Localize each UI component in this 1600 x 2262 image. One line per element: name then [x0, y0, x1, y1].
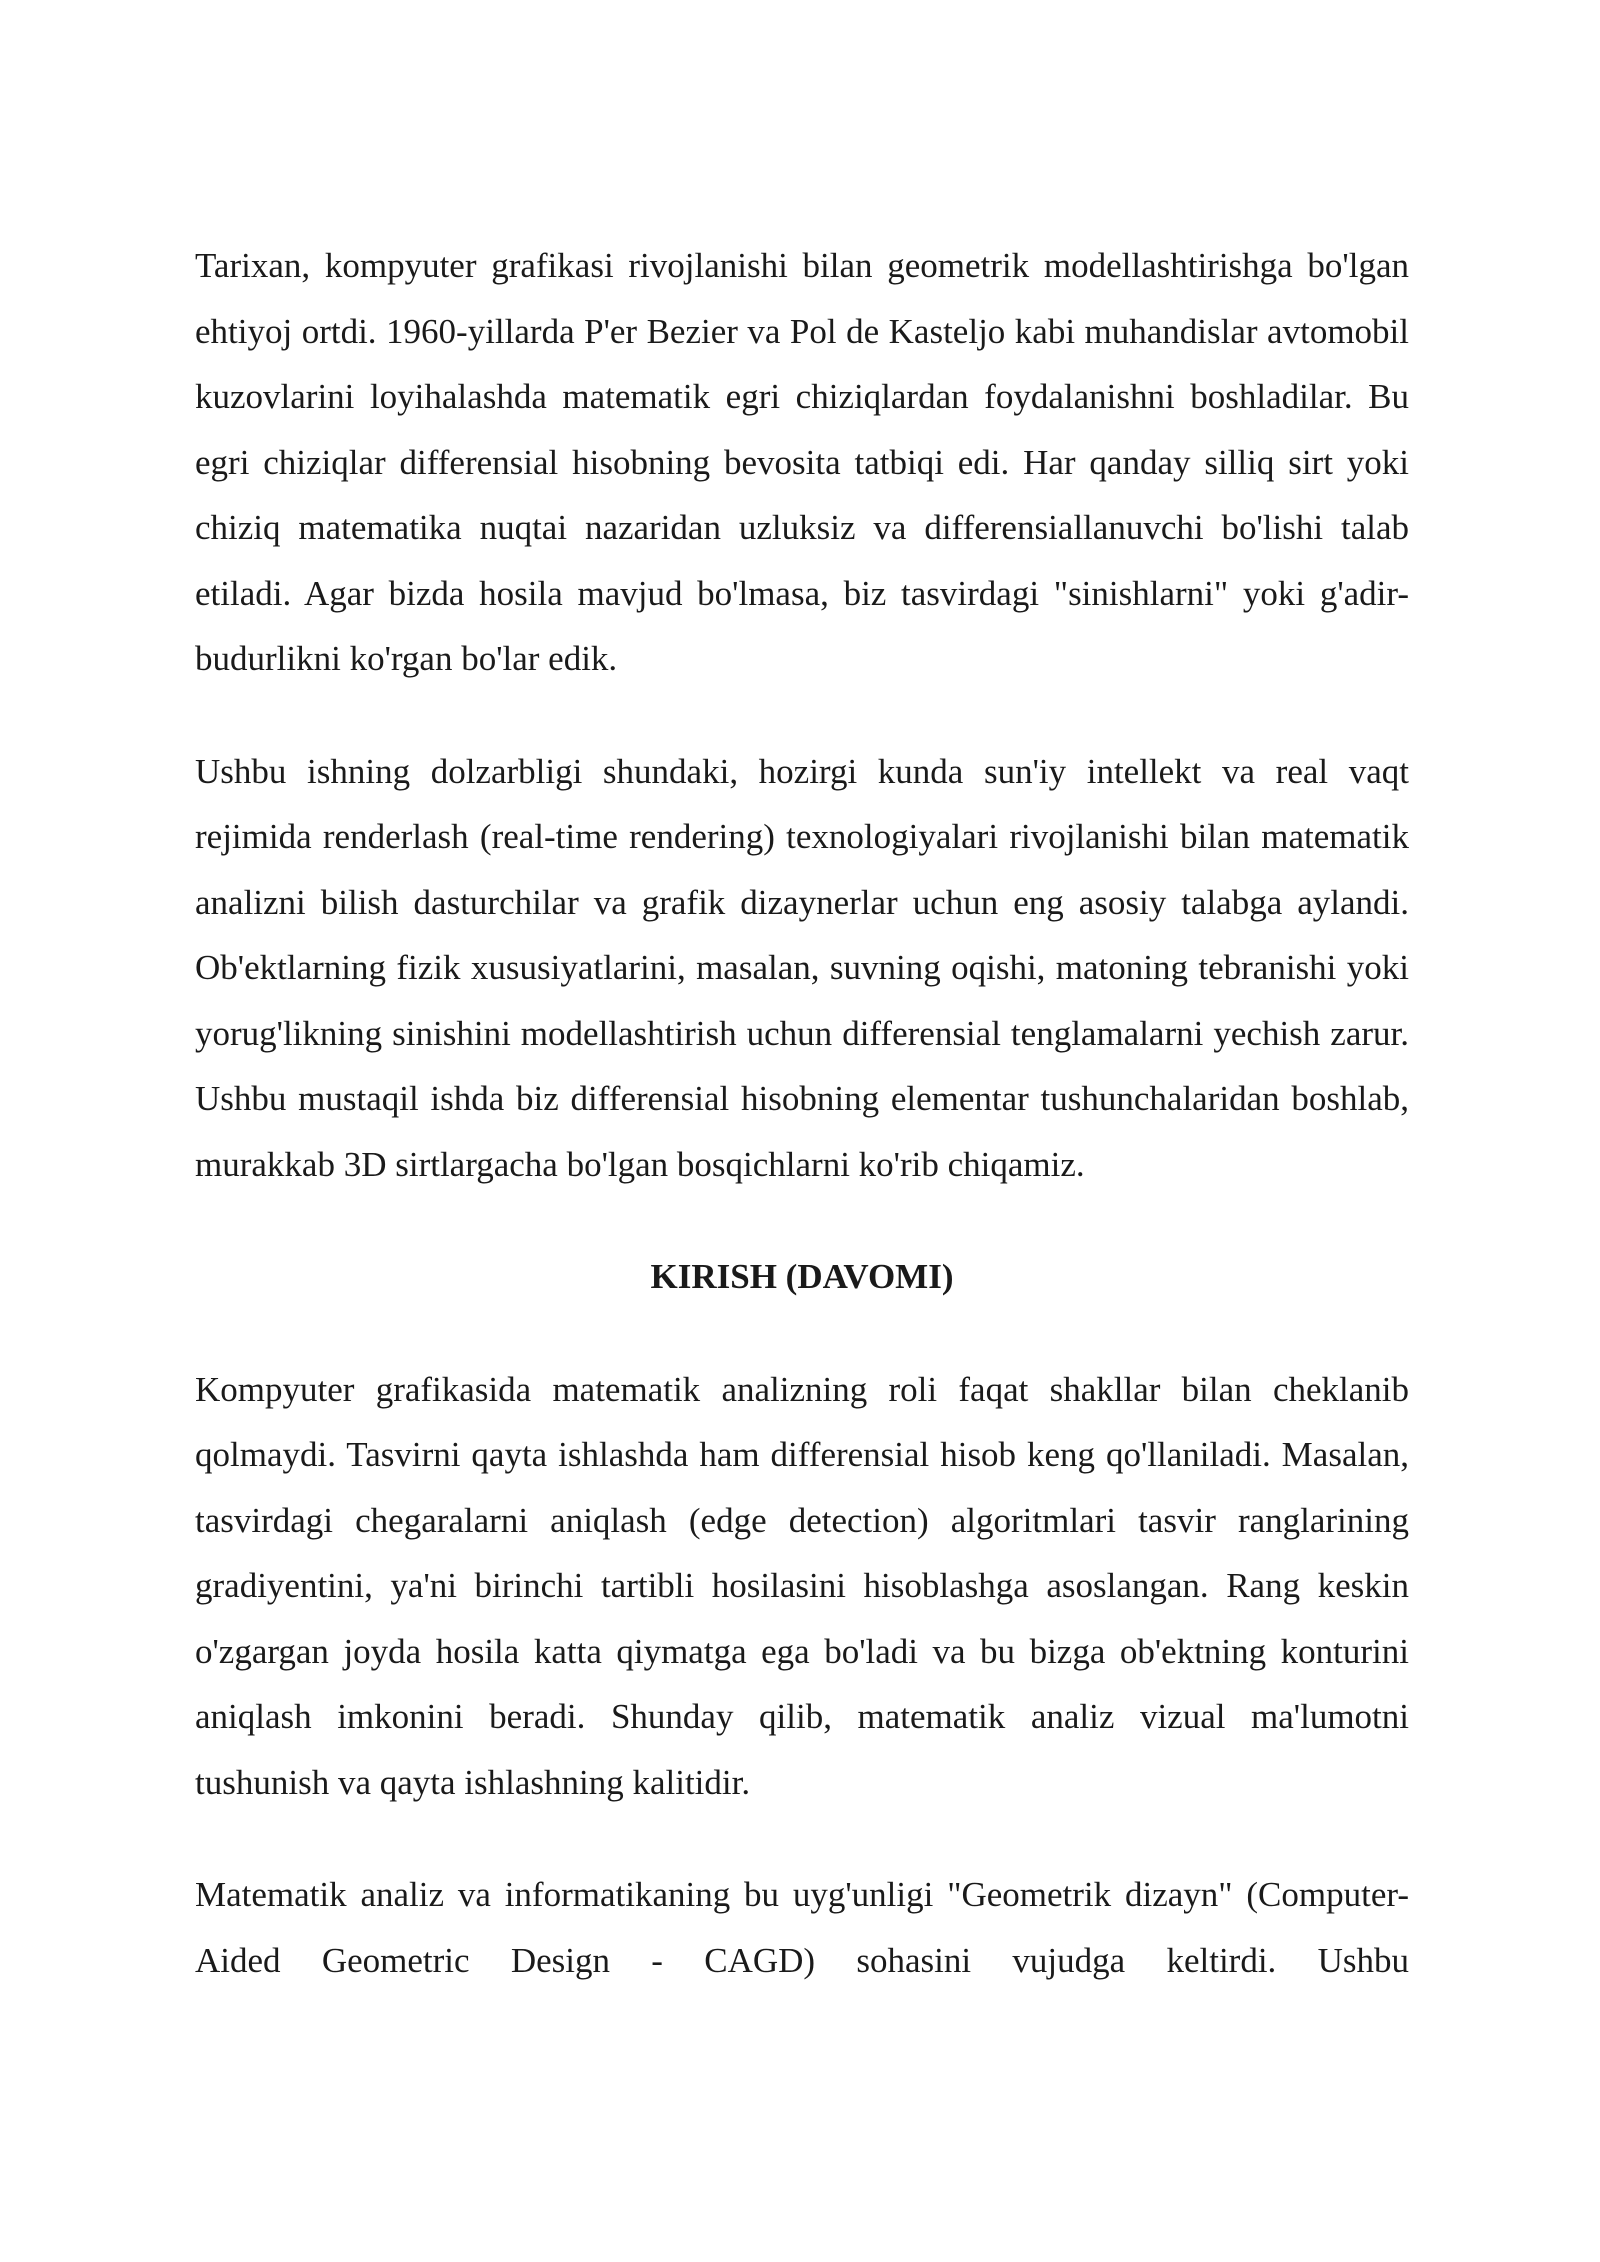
paragraph-history: Tarixan, kompyuter grafikasi rivojlanishi bilan geometrik modellashtirishga bo'lgan ehtiyoj ortdi. 1960-yillarda P'er Bezier va Pol de Kasteljo kabi muhandislar avtomobil kuzovlarini loyihalashda matematik egri chiziqlardan foydalanishni boshladilar. Bu egri chiziqlar differensial hisobning bevosita tatbiqi edi. Har qanday silliq sirt yoki chiziq matematika nuqtai nazaridan uzluksiz va differensiallanuvchi bo'lishi talab etiladi. Agar bizda hosila mavjud bo'lmasa, biz tasvirdagi "sinishlarni" yoki g'adir-budurlikni ko'rgan bo'lar edik. [195, 246, 1409, 678]
section-heading: KIRISH (DAVOMI) [650, 1257, 954, 1296]
paragraph-relevance: Ushbu ishning dolzarbligi shundaki, hozirgi kunda sun'iy intellekt va real vaqt rejimida renderlash (real-time rendering) texnologiyalari rivojlanishi bilan matematik analizni bilish dasturchilar va grafik dizaynerlar uchun eng asosiy talabga aylandi. Ob'ektlarning fizik xususiyatlarini, masalan, suvning oqishi, matoning tebranishi yoki yorug'likning sinishini modellashtirish uchun differensial tenglamalarni yechish zarur. Ushbu mustaqil ishda biz differensial hisobning elementar tushunchalaridan boshlab, murakkab 3D sirtlargacha bo'lgan bosqichlarni ko'rib chiqamiz. [195, 751, 1409, 1184]
paragraph-image-processing: Kompyuter grafikasida matematik analizning roli faqat shakllar bilan cheklanib qolmaydi. Tasvirni qayta ishlashda ham differensial hisob keng qo'llaniladi. Masalan, tasvirdagi chegaralarni aniqlash (edge detection) algoritmlari tasvir ranglarining gradiyentini, ya'ni birinchi tartibli hosilasini hisoblashga asoslangan. Rang keskin o'zgargan joyda hosila katta qiymatga ega bo'ladi va bu bizga ob'ektning konturini aniqlash imkonini beradi. Shunday qilib, matematik analiz vizual ma'lumotni tushunish va qayta ishlashning kalitidir. [195, 1369, 1409, 1802]
document-body [195, 233, 1409, 1993]
paragraph-cagd: Matematik analiz va informatikaning bu uyg'unligi "Geometrik dizayn" (Computer-Aided Geometric Design - CAGD) sohasini vujudga keltirdi. Ushbu [195, 1875, 1409, 1980]
